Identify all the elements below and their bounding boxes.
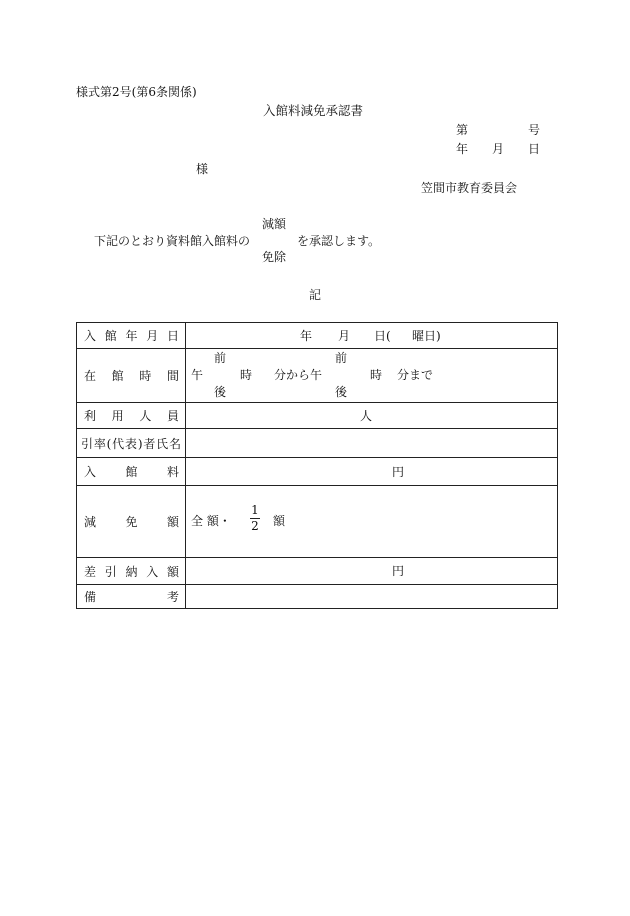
- form-number: 様式第2号(第6条関係): [76, 85, 197, 99]
- pm-mark-end: 後: [335, 385, 348, 399]
- reduction-cell[interactable]: [186, 486, 558, 558]
- visit-date-year: 年: [300, 328, 313, 343]
- label-cell: [77, 403, 186, 429]
- leader-name-cell[interactable]: [186, 429, 558, 458]
- net-fee-label: 差引納入額: [84, 564, 179, 579]
- label-cell: [77, 558, 186, 585]
- noon-mark-start: 午: [191, 368, 204, 382]
- document-number-suffix: 号: [528, 123, 541, 137]
- option-reduction: 減額: [262, 217, 287, 231]
- visit-date-cell[interactable]: [186, 323, 558, 349]
- row-fee: [77, 458, 558, 486]
- row-visit-time: [77, 349, 558, 403]
- row-net-fee: [77, 558, 558, 585]
- document-number-prefix: 第: [456, 123, 469, 137]
- ki-heading: 記: [309, 288, 322, 302]
- fee-unit: 円: [392, 464, 405, 479]
- row-visitors: [77, 403, 558, 429]
- statement-after: を承認します。: [297, 234, 381, 248]
- issue-date-month: 月: [492, 142, 505, 156]
- label-cell: [77, 323, 186, 349]
- issue-date-day: 日: [528, 142, 541, 156]
- row-visit-date: [77, 323, 558, 349]
- document-title: 入館料減免承認書: [263, 103, 364, 118]
- hour-end: 時: [370, 368, 383, 382]
- label-cell: [77, 585, 186, 609]
- visit-date-label: 入館年月日: [84, 329, 179, 343]
- issue-date-year: 年: [456, 142, 469, 156]
- row-leader: [77, 429, 558, 458]
- label-cell: [77, 486, 186, 558]
- statement-before: 下記のとおり資料館入館料の: [94, 234, 251, 248]
- minute-until: 分まで: [397, 368, 434, 382]
- remarks-cell[interactable]: [186, 585, 558, 609]
- hour-start: 時: [240, 368, 253, 382]
- row-remarks: [77, 585, 558, 609]
- net-fee-cell[interactable]: [186, 558, 558, 585]
- pm-mark-start: 後: [214, 385, 227, 399]
- visit-time-cell[interactable]: [186, 349, 558, 403]
- option-exemption: 免除: [262, 250, 287, 264]
- fraction-numerator: 1: [251, 503, 259, 517]
- am-mark-end: 前: [335, 351, 348, 365]
- am-mark-start: 前: [214, 351, 227, 365]
- minute-from: 分から午: [274, 368, 323, 382]
- visitors-label: 利用人員: [84, 409, 179, 423]
- leader-label: 引率(代表)者氏名: [81, 436, 181, 451]
- fee-label: 入館料: [84, 465, 179, 479]
- reduction-full: 全 額・: [191, 514, 231, 528]
- visitors-cell[interactable]: [186, 403, 558, 429]
- fraction-denominator: 2: [251, 519, 259, 533]
- row-reduction: [77, 486, 558, 558]
- visit-time-label: 在館時間: [84, 369, 179, 383]
- visit-date-day: 日(: [374, 328, 391, 343]
- reduction-amount-suffix: 額: [273, 514, 286, 528]
- fee-cell[interactable]: [186, 458, 558, 486]
- visit-date-month: 月: [338, 328, 351, 343]
- label-cell: [77, 349, 186, 403]
- issuer-name: 笠間市教育委員会: [421, 181, 518, 195]
- net-fee-unit: 円: [392, 564, 405, 578]
- reduction-label: 減免額: [84, 515, 179, 529]
- label-cell: [77, 429, 186, 458]
- half-fraction: [250, 504, 260, 533]
- label-cell: [77, 458, 186, 486]
- addressee-suffix: 様: [196, 162, 209, 176]
- remarks-label: 備考: [84, 590, 179, 604]
- visitors-unit: 人: [360, 408, 373, 423]
- approval-form-table: [76, 322, 558, 609]
- visit-date-weekday: 曜日): [412, 328, 441, 343]
